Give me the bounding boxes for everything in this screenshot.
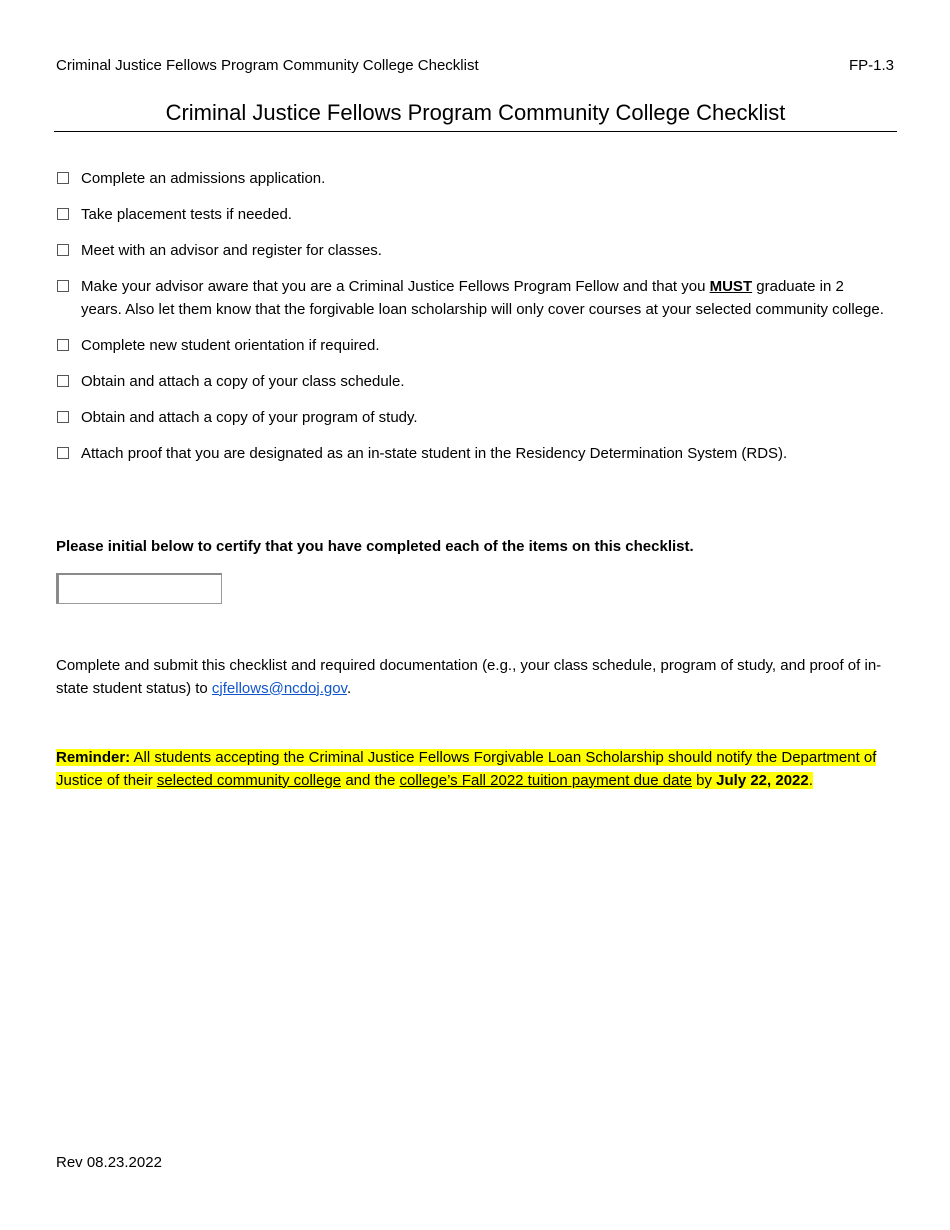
must-emphasis: MUST bbox=[709, 278, 753, 295]
reminder-label: Reminder: bbox=[56, 749, 131, 766]
checklist-item-advisor bbox=[56, 240, 886, 263]
checkbox[interactable] bbox=[57, 339, 69, 351]
reminder-selected-college: selected community college bbox=[156, 771, 342, 789]
checklist-item-label: Complete new student orientation if required. bbox=[81, 336, 380, 354]
form-number: FP-1.3 bbox=[848, 57, 894, 74]
checklist-item-class-schedule bbox=[56, 371, 886, 394]
checklist-item-label: Obtain and attach a copy of your class schedule. bbox=[81, 372, 405, 390]
reminder-text-2: and the bbox=[341, 771, 400, 789]
checklist-item-label: Obtain and attach a copy of your program of study. bbox=[81, 408, 418, 426]
checklist-item-placement-tests bbox=[56, 204, 886, 227]
submission-instructions bbox=[56, 655, 896, 700]
reminder-notice bbox=[56, 747, 896, 792]
checklist bbox=[56, 168, 886, 479]
initials-input[interactable] bbox=[56, 573, 222, 604]
checklist-item-orientation bbox=[56, 335, 886, 358]
checkbox[interactable] bbox=[57, 375, 69, 387]
checkbox[interactable] bbox=[57, 172, 69, 184]
checkbox[interactable] bbox=[57, 244, 69, 256]
checkbox[interactable] bbox=[57, 280, 69, 292]
checklist-item-label: Attach proof that you are designated as an in-state student in the Residency Determination System (RDS). bbox=[81, 444, 788, 462]
reminder-end: . bbox=[808, 771, 813, 789]
submission-end: . bbox=[346, 679, 352, 697]
checklist-item-label: Take placement tests if needed. bbox=[81, 206, 292, 223]
reminder-tuition-date: college’s Fall 2022 tuition payment due date bbox=[399, 771, 692, 789]
certification-instruction: Please initial below to certify that you have completed each of the items on this checklist. bbox=[56, 538, 694, 555]
checklist-item-admissions bbox=[56, 168, 886, 191]
checkbox[interactable] bbox=[57, 208, 69, 220]
page-title: Criminal Justice Fellows Program Community College Checklist bbox=[54, 99, 897, 132]
submission-text: Complete and submit this checklist and required documentation (e.g., your class schedule, program of study, and proof of in-state student status) to bbox=[56, 657, 882, 697]
checklist-item-program-of-study bbox=[56, 407, 886, 430]
checklist-item-label: Complete an admissions application. bbox=[81, 170, 326, 187]
reminder-deadline: July 22, 2022 bbox=[716, 771, 809, 789]
checklist-item-label-end: graduate in 2 years. Also let them know that the forgivable loan scholarship will only cover courses at your selected community college. bbox=[81, 278, 884, 318]
revision-date: Rev 08.23.2022 bbox=[56, 1154, 162, 1171]
reminder-text-1: All students accepting the Criminal Justice Fellows Forgivable Loan Scholarship should notify the Department of Justice of their bbox=[56, 749, 877, 789]
header-title: Criminal Justice Fellows Program Community College Checklist bbox=[56, 57, 479, 74]
checklist-item-label-start: Make your advisor aware that you are a Criminal Justice Fellows Program Fellow and that you bbox=[81, 278, 710, 295]
checklist-item-residency-proof bbox=[56, 443, 886, 466]
checklist-item-label: Meet with an advisor and register for classes. bbox=[81, 242, 382, 259]
reminder-text-3: by bbox=[691, 771, 717, 789]
checkbox[interactable] bbox=[57, 447, 69, 459]
checkbox[interactable] bbox=[57, 411, 69, 423]
email-link[interactable]: cjfellows@ncdoj.gov bbox=[211, 679, 347, 697]
checklist-item-advisor-aware bbox=[56, 276, 886, 321]
